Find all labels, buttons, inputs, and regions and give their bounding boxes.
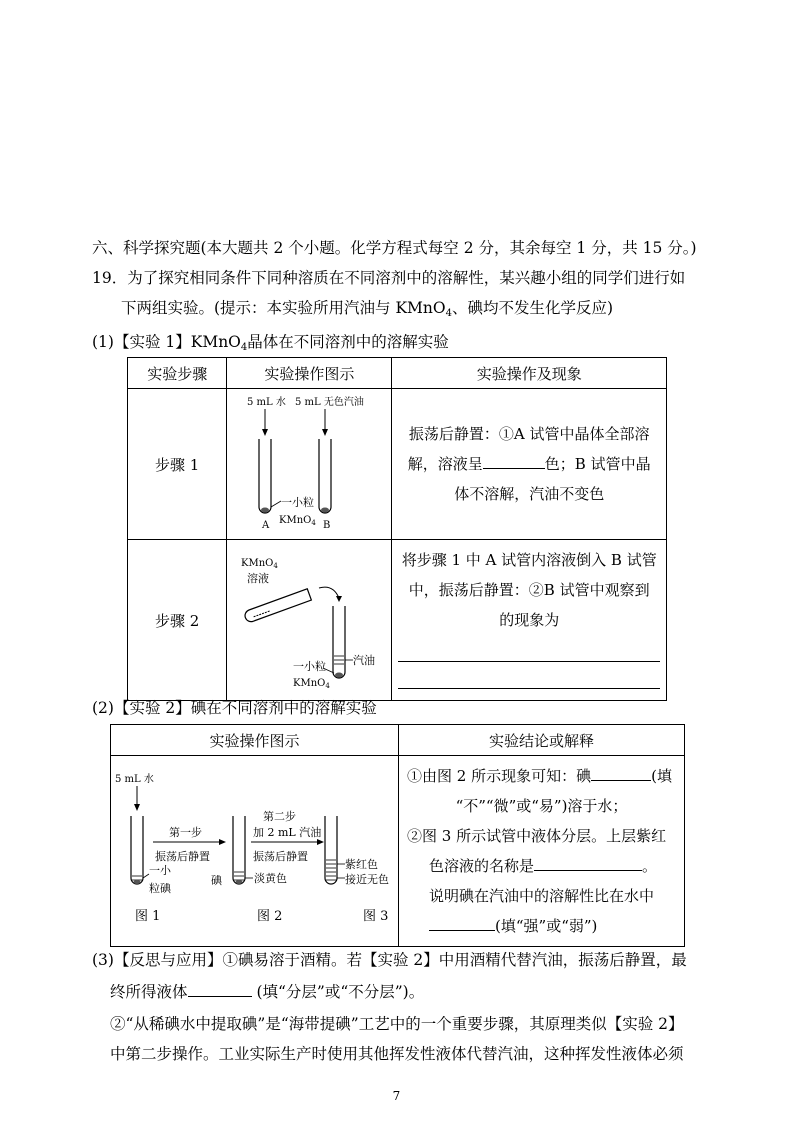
step-2-text-line2: 中，振荡后静置：②B 试管中观察到 [408,581,650,599]
section-header: 六、科学探究题(本大题共 2 个小题。化学方程式每空 2 分，其余每空 1 分，共 15 分。) [92,239,697,257]
header-conclusion: 实验结论或解释 [399,725,685,756]
part-3-line3: ②“从稀碘水中提取碘”是“海带提碘”工艺中的一个重要步骤，其原理类似【实验 2】 [110,1015,684,1033]
label-iodine-particle-a: 一小 [149,864,171,877]
conclusion-1-line1: ①由图 2 所示现象可知：碘 (填 [407,767,672,785]
question-19-line1: 19．为了探究相同条件下同种溶质在不同溶剂中的溶解性，某兴趣小组的同学们进行如 [92,269,686,287]
answer-blank-color[interactable] [483,454,545,469]
step-1-diagram [227,389,392,540]
label-shake-1: 振荡后静置 [155,850,210,863]
test-tube-b [319,439,331,513]
kmno4-particle-step2 [335,673,343,678]
kmno4-particle-a [261,508,269,513]
tube-fig1 [131,816,143,884]
header-diagram: 实验操作图示 [227,358,392,389]
conclusion-1-line2: “不”“微”或“易”)溶于水； [455,797,628,815]
step-1-text-line3: 体不溶解，汽油不变色 [454,485,605,503]
tilted-test-tube [244,589,312,624]
answer-blank-solubility[interactable] [591,766,651,781]
experiment-2-table [110,724,685,947]
label-iodine: 碘 [211,874,222,887]
step-2-text-line1: 将步骤 1 中 A 试管内溶液倒入 B 试管 [401,551,657,569]
test-tubes-a-b-diagram [227,389,391,535]
header-operation: 实验操作及现象 [392,358,667,389]
step-2-diagram [227,540,392,701]
label-tube-a: A [262,520,270,531]
conclusion-2-line3: 说明碘在汽油中的溶解性比在水中 [429,887,655,905]
label-add-gasoline: 加 2 mL 汽油 [253,826,322,839]
step-1-label: 步骤 1 [128,389,227,540]
step-2-text-line3: 的现象为 [499,611,560,629]
test-tube-a [259,439,271,513]
step-2-label: 步骤 2 [128,540,227,701]
label-kmno4-solution: KMnO$_4$ [241,558,279,570]
label-iodine-particle-b: 粒碘 [149,882,171,895]
test-tube-b-step2 [333,606,345,678]
caption-fig1: 图 1 [135,909,161,924]
step-1-operation [392,389,667,540]
iodine-diagram-cell [111,756,399,947]
label-5ml-gasoline: 5 mL 无色汽油 [295,397,365,408]
header-diagram-2: 实验操作图示 [111,725,399,756]
part-3-line4: 中第二步操作。工业实际生产时使用其他挥发性液体代替汽油，这种挥发性液体必须 [110,1045,684,1063]
experiment-1-table [127,357,667,701]
label-shake-2: 振荡后静置 [253,850,308,863]
label-pale-yellow: 淡黄色 [254,872,287,885]
step-1-text-line1: 振荡后静置：①A 试管中晶体全部溶 [408,425,650,443]
label-5ml-water: 5 mL 水 [247,397,287,408]
experiment-2-title: (2)【实验 2】碘在不同溶剂中的溶解实验 [92,699,377,717]
conclusion-cell [399,756,685,947]
label-small-particle-2: 一小粒 [293,660,327,673]
answer-blank-strong-weak[interactable] [429,916,495,931]
label-solution: 溶液 [247,572,270,585]
iodine-dissolution-diagram [111,756,398,942]
caption-fig3: 图 3 [363,909,389,924]
answer-line-1[interactable] [398,635,660,662]
question-19-line2: 下两组实验。(提示：本实验所用汽油与 KMnO$_4$、碘均不发生化学反应) [121,299,614,319]
tube-fig3 [325,816,337,884]
conclusion-2-line2: 色溶液的名称是 。 [429,857,658,875]
kmno4-particle-b [321,508,329,513]
label-purple-red: 紫红色 [345,858,378,871]
conclusion-2-line1: ②图 3 所示试管中液体分层。上层紫红 [407,827,667,845]
answer-line-2[interactable] [398,662,660,689]
header-step: 实验步骤 [128,358,227,389]
caption-fig2: 图 2 [257,909,283,924]
tube-fig2 [233,816,245,884]
label-kmno4-2: KMnO$_4$ [293,678,331,690]
part-3-line2: 终所得液体 (填“分层”或“不分层”)。 [110,983,425,1001]
label-tube-b: B [323,520,331,531]
step-2-operation [392,540,667,701]
conclusion-2-line4: (填“强”或“弱”) [403,911,680,941]
label-5ml-water-2: 5 mL 水 [115,774,154,785]
label-small-particle: 一小粒 [281,496,315,509]
step-1-text-line2: 解，溶液呈 色；B 试管中晶 [407,455,651,473]
page-number: 7 [392,1089,401,1103]
label-step-1: 第一步 [169,826,202,839]
label-step-2: 第二步 [263,810,296,823]
part-3-line1: (3)【反思与应用】①碘易溶于酒精。若【实验 2】中用酒精代替汽油，振荡后静置，最 [92,951,687,969]
answer-blank-layering[interactable] [188,982,252,997]
answer-blank-solution-name[interactable] [534,856,642,871]
experiment-1-title: (1)【实验 1】KMnO$_4$晶体在不同溶剂中的溶解实验 [92,333,449,353]
label-near-colorless: 接近无色 [345,873,389,886]
label-kmno4: KMnO$_4$ [279,515,317,527]
pouring-diagram [227,540,391,696]
label-gasoline: 汽油 [353,654,376,667]
